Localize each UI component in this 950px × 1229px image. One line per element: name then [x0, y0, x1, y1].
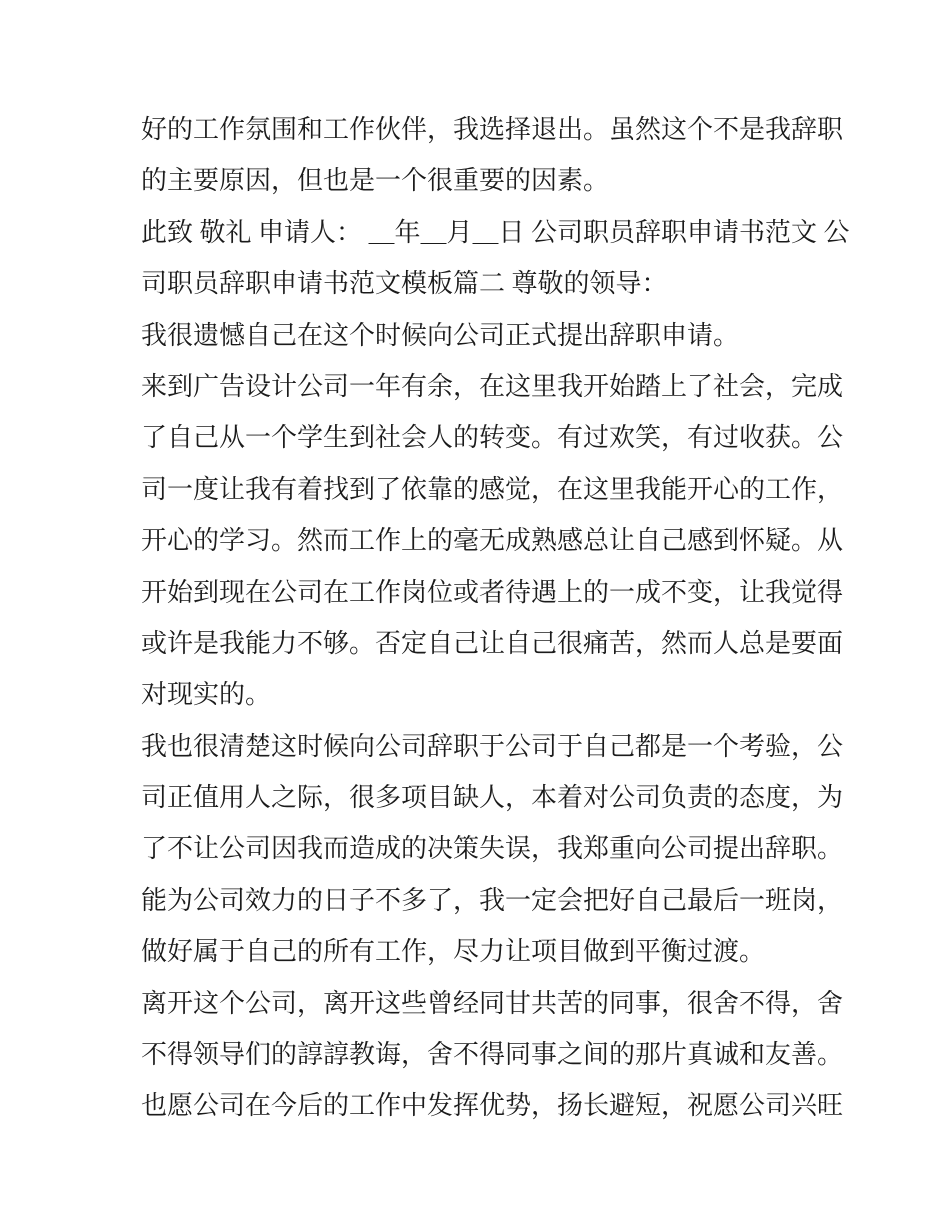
text-line: 了自己从一个学生到社会人的转变。有过欢笑，有过收获。公 — [141, 423, 844, 453]
text-line: 能为公司效力的日子不多了，我一定会把好自己最后一班岗， — [141, 885, 844, 915]
text-line: 或许是我能力不够。否定自己让自己很痛苦，然而人总是要面 — [141, 628, 844, 658]
text-line: 此致 敬礼 申请人： ＿年＿月＿日 公司职员辞职申请书范文 公 — [141, 217, 850, 247]
text-line: 开始到现在公司在工作岗位或者待遇上的一成不变，让我觉得 — [141, 577, 844, 607]
text-line: 司职员辞职申请书范文模板篇二 尊敬的领导： — [141, 269, 668, 299]
text-line: 也愿公司在今后的工作中发挥优势，扬长避短，祝愿公司兴旺 — [141, 1091, 844, 1121]
text-line: 对现实的。 — [141, 680, 272, 710]
text-line: 司正值用人之际，很多项目缺人，本着对公司负责的态度，为 — [141, 783, 844, 813]
text-line: 了不让公司因我而造成的决策失误，我郑重向公司提出辞职。 — [141, 834, 844, 864]
text-line: 的主要原因，但也是一个很重要的因素。 — [141, 166, 610, 196]
text-line: 不得领导们的諄諄教诲，舍不得同事之间的那片真诚和友善。 — [141, 1040, 844, 1070]
text-line: 离开这个公司，离开这些曾经同甘共苦的同事，很舍不得，舍 — [141, 988, 844, 1018]
text-line: 司一度让我有着找到了依靠的感觉，在这里我能开心的工作， — [141, 474, 844, 504]
document-text-block — [141, 104, 861, 1132]
text-line: 我很遗憾自己在这个时候向公司正式提出辞职申请。 — [141, 320, 740, 350]
text-line: 开心的学习。然而工作上的毫无成熟感总让自己感到怀疑。从 — [141, 526, 844, 556]
text-line: 我也很清楚这时候向公司辞职于公司于自己都是一个考验，公 — [141, 731, 844, 761]
text-line: 做好属于自己的所有工作，尽力让项目做到平衡过渡。 — [141, 937, 766, 967]
text-line: 好的工作氛围和工作伙伴，我选择退出。虽然这个不是我辞职 — [141, 115, 844, 144]
text-line: 来到广告设计公司一年有余，在这里我开始踏上了社会，完成 — [141, 371, 844, 401]
